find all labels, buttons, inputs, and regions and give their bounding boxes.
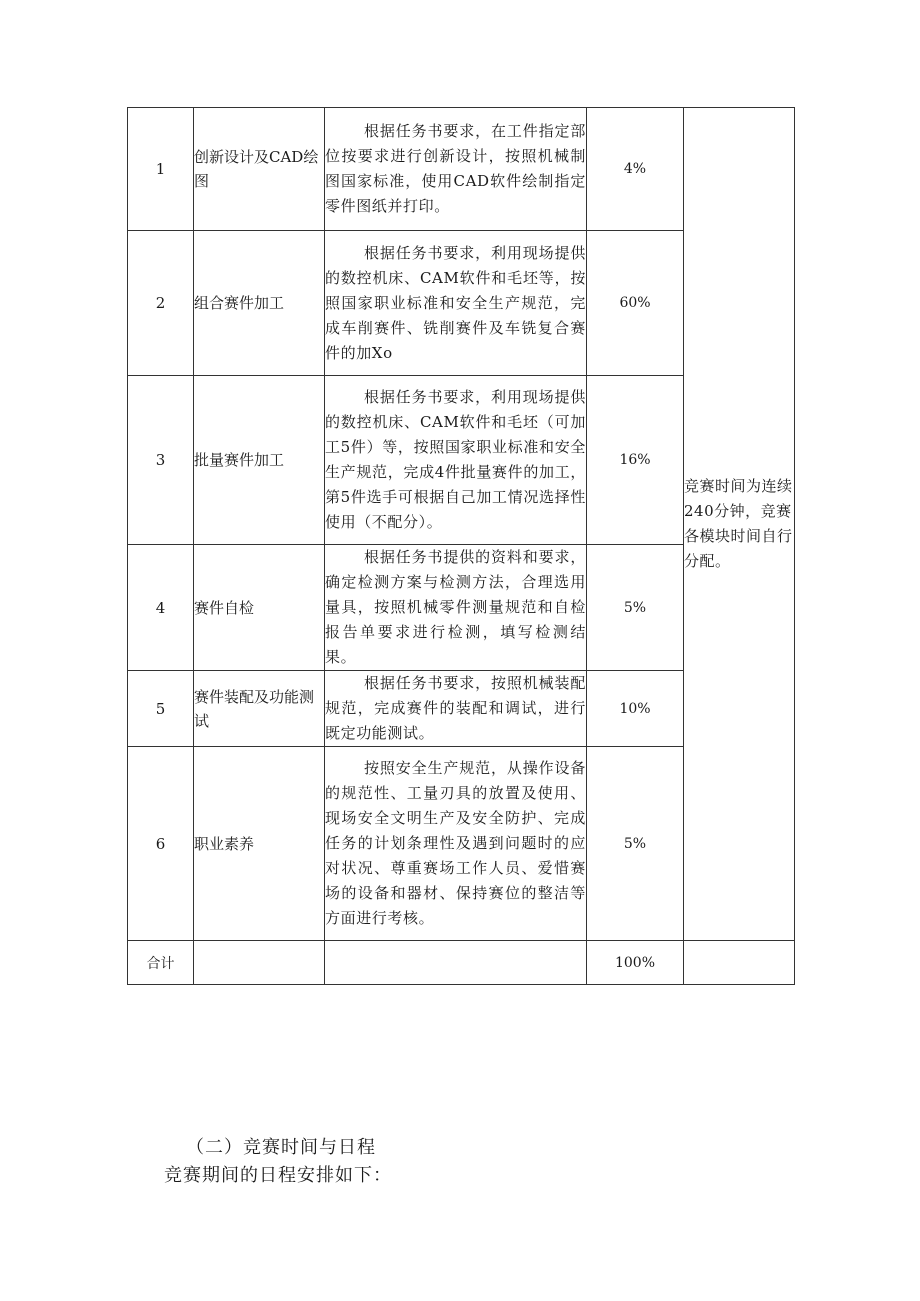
table-row: [128, 108, 795, 231]
empty-cell: [684, 941, 795, 985]
module-weight: 10%: [587, 671, 684, 747]
row-number: 5: [128, 671, 194, 747]
module-name: 赛件自检: [194, 545, 325, 671]
row-number: 1: [128, 108, 194, 231]
module-name: 批量赛件加工: [194, 376, 325, 545]
module-name: 创新设计及CAD绘图: [194, 108, 325, 231]
total-label: 合计: [128, 941, 194, 985]
section-intro: 竞赛期间的日程安排如下：: [164, 1165, 392, 1186]
module-description: 根据任务书要求，利用现场提供的数控机床、CAM软件和毛坯等，按照国家职业标准和安全生产规范，完成车削赛件、铣削赛件及车铣复合赛件的加Xo: [325, 231, 587, 376]
module-weight: 5%: [587, 545, 684, 671]
module-name: 赛件装配及功能测试: [194, 671, 325, 747]
module-weight: 60%: [587, 231, 684, 376]
module-name: 职业素养: [194, 747, 325, 941]
empty-cell: [325, 941, 587, 985]
total-row: [128, 941, 795, 985]
total-weight: 100%: [587, 941, 684, 985]
module-weight: 4%: [587, 108, 684, 231]
row-number: 3: [128, 376, 194, 545]
module-description: 按照安全生产规范，从操作设备的规范性、工量刃具的放置及使用、现场安全文明生产及安全防护、完成任务的计划条理性及遇到问题时的应对状况、尊重赛场工作人员、爱惜赛场的设备和器材、保持赛位的整洁等方面进行考核。: [325, 747, 587, 941]
competition-modules-table: [127, 107, 795, 985]
section-heading: （二）竞赛时间与日程: [186, 1137, 376, 1158]
empty-cell: [194, 941, 325, 985]
module-weight: 16%: [587, 376, 684, 545]
module-description: 根据任务书要求，在工件指定部位按要求进行创新设计，按照机械制图国家标准，使用CAD软件绘制指定零件图纸并打印。: [325, 108, 587, 231]
module-description: 根据任务书要求，利用现场提供的数控机床、CAM软件和毛坯（可加工5件）等，按照国家职业标准和安全生产规范，完成4件批量赛件的加工，第5件选手可根据自己加工情况选择性使用（不配分）。: [325, 376, 587, 545]
module-name: 组合赛件加工: [194, 231, 325, 376]
module-description: 根据任务书要求，按照机械装配规范，完成赛件的装配和调试，进行既定功能测试。: [325, 671, 587, 747]
module-weight: 5%: [587, 747, 684, 941]
module-description: 根据任务书提供的资料和要求，确定检测方案与检测方法，合理选用量具，按照机械零件测量规范和自检报告单要求进行检测，填写检测结果。: [325, 545, 587, 671]
row-number: 4: [128, 545, 194, 671]
remark-cell: 竞赛时间为连续240分钟，竞赛各模块时间自行分配。: [684, 108, 795, 941]
row-number: 6: [128, 747, 194, 941]
row-number: 2: [128, 231, 194, 376]
